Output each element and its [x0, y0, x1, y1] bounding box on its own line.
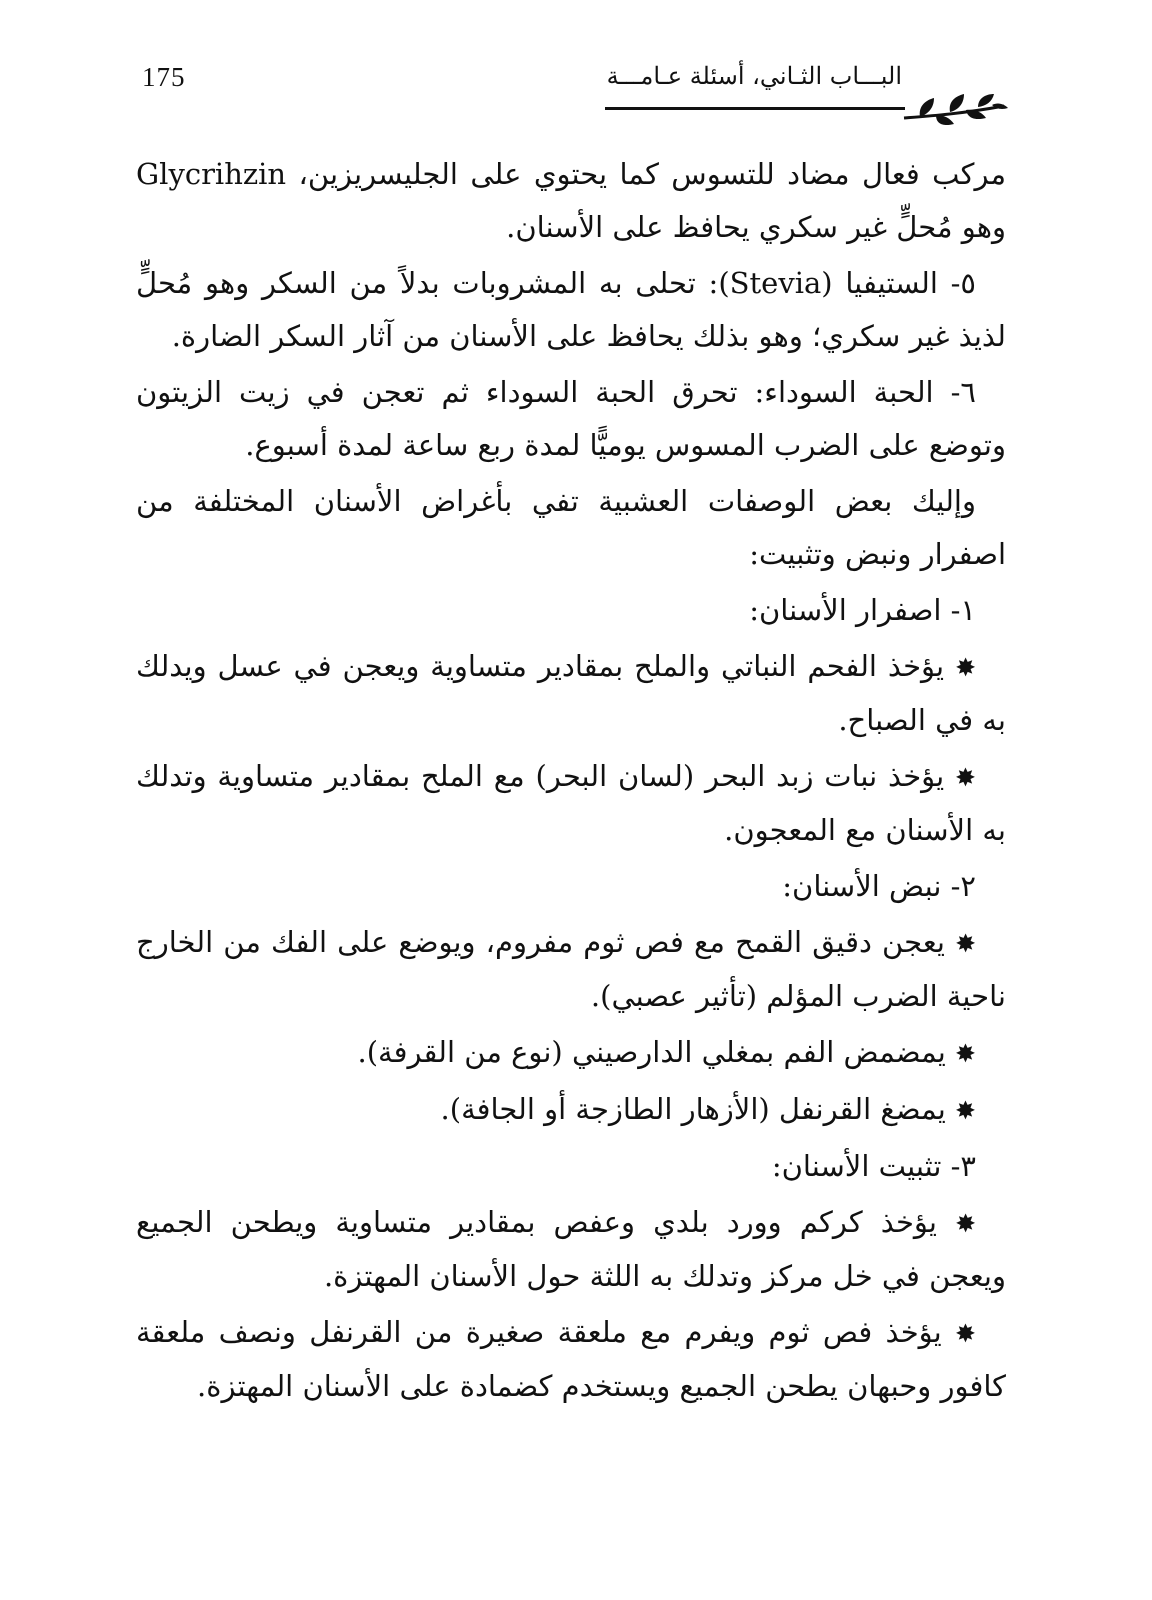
- list-item-text: يؤخذ نبات زبد البحر (لسان البحر) مع الملح بمقادير متساوية وتدلك به الأسنان مع المعجون.: [136, 759, 1006, 847]
- list-item-text: يعجن دقيق القمح مع فص ثوم مفروم، ويوضع على الفك من الخارج ناحية الضرب المؤلم (تأثير عصبي).: [136, 925, 1006, 1013]
- list-item-text: يؤخذ فص ثوم ويفرم مع ملعقة صغيرة من القرنفل ونصف ملعقة كافور وحبهان يطحن الجميع ويستخدم كضمادة على الأسنان المهتزة.: [136, 1315, 1006, 1403]
- list-item: [136, 916, 1006, 1023]
- bullet-star-icon: ✸: [955, 929, 977, 958]
- section-heading-fixing: ٣- تثبيت الأسنان:: [771, 1149, 976, 1183]
- paragraph-herbal-intro: وإليك بعض الوصفات العشبية تفي بأغراض الأسنان المختلفة من اصفرار ونبض وتثبيت:: [136, 484, 1006, 571]
- leaf-branch-icon: [900, 92, 1010, 128]
- bullet-star-icon: ✸: [955, 1039, 976, 1068]
- running-header-title: البـــاب الثـاني، أسئلة عـامـــة: [606, 62, 902, 90]
- list-item: [136, 1026, 1006, 1080]
- paragraph-stevia: ٥- الستيفيا (Stevia): تحلى به المشروبات بدلاً من السكر وهو مُحلٍّ لذيذ غير سكري؛ وهو بذلك يحافظ على الأسنان من آثار السكر الضارة.: [136, 266, 1006, 353]
- bullet-star-icon: ✸: [955, 653, 977, 682]
- section-heading-yellowing: ١- اصفرار الأسنان:: [749, 593, 976, 627]
- header-rule: [605, 107, 905, 110]
- paragraph-glycyrrhizin: مركب فعال مضاد للتسوس كما يحتوي على الجليسريزين، Glycrihzin وهو مُحلٍّ غير سكري يحافظ على الأسنان.: [136, 157, 1006, 244]
- paragraph-black-seed: ٦- الحبة السوداء: تحرق الحبة السوداء ثم تعجن في زيت الزيتون وتوضع على الضرب المسوس يوميًّا لمدة ربع ساعة لمدة أسبوع.: [136, 375, 1006, 462]
- list-item: [136, 1306, 1006, 1413]
- list-item: [136, 1196, 1006, 1303]
- list-item-text: يمضغ القرنفل (الأزهار الطازجة أو الجافة).: [440, 1092, 946, 1126]
- section-heading-throbbing: ٢- نبض الأسنان:: [782, 869, 976, 903]
- list-item: [136, 750, 1006, 857]
- list-item-text: يؤخذ الفحم النباتي والملح بمقادير متساوية ويعجن في عسل ويدلك به في الصباح.: [136, 649, 1006, 737]
- page-number: 175: [142, 62, 186, 92]
- list-item-text: يؤخذ كركم وورد بلدي وعفص بمقادير متساوية ويطحن الجميع ويعجن في خل مركز وتدلك به اللثة حول الأسنان المهتزة.: [136, 1205, 1006, 1293]
- bullet-star-icon: ✸: [955, 1096, 976, 1125]
- list-item: [136, 1083, 1006, 1137]
- page-body: [136, 148, 1006, 1416]
- bullet-star-icon: ✸: [955, 763, 976, 792]
- bullet-star-icon: ✸: [955, 1209, 977, 1238]
- list-item: [136, 640, 1006, 747]
- list-item-text: يمضمض الفم بمغلي الدارصيني (نوع من القرفة).: [357, 1035, 946, 1069]
- bullet-star-icon: ✸: [955, 1319, 976, 1348]
